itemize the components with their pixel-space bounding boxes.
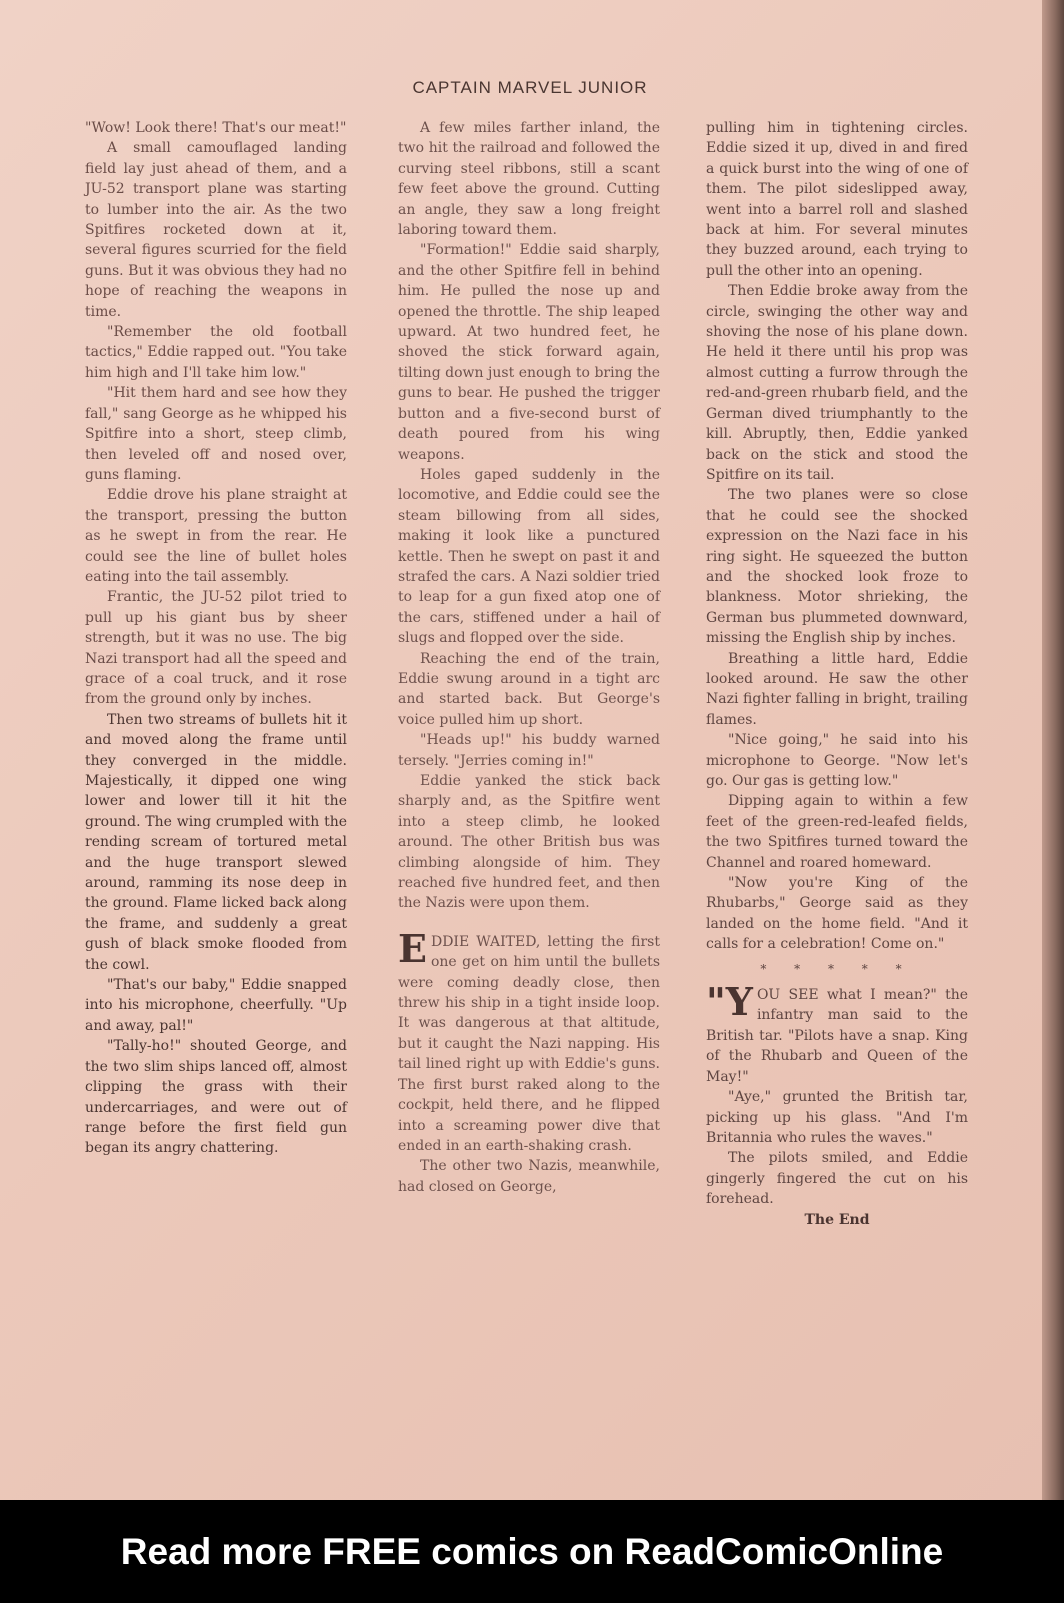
page-binding-edge [1042,0,1064,1500]
paragraph: Eddie yanked the stick back sharply and, as the Spitfire went into a steep climb, he looked around. The other British bus was climbing alongside of him. They reached five hundred feet, and then the Nazis were upon them. [398,773,660,912]
the-end: The End [804,1211,870,1228]
drop-cap: "Y [706,979,753,1025]
paragraph: "Heads up!" his buddy warned tersely. "Jerries coming in!" [398,732,660,769]
paragraph: "Remember the old football tactics," Eddie rapped out. "You take him high and I'll take him low." [85,324,347,381]
paragraph: Then two streams of bullets hit it and moved along the frame until they converged in the middle. Majestically, it dipped one wing lower and lower till it hit the ground. The wing crumpled with the rending scream of tortured metal and the huge transport slewed around, ramming its nose deep in the ground. Flame licked back along the frame, and suddenly a great gush of black smoke flooded from the cowl. [85,711,347,973]
paragraph: Reaching the end of the train, Eddie swung around in a tight arc and started back. But George's voice pulled him up short. [398,650,660,728]
dropcap-paragraph [706,979,968,1087]
paragraph: Dipping again to within a few feet of the green-red-leafed fields, the two Spitfires turned toward the Channel and roared homeward. [706,793,968,871]
paragraph: "Formation!" Eddie said sharply, and the other Spitfire fell in behind him. He pulled the nose up and opened the throttle. The ship leaped upward. At two hundred feet, he shoved the stick forward again, tilting down just enough to bring the guns to bear. He pushed the trigger button and a five-second burst of death poured from his wing weapons. [398,242,660,463]
paragraph: A few miles farther inland, the two hit the railroad and followed the curving steel ribbons, still a scant few feet above the ground. Cutting an angle, they saw a long freight laboring toward them. [398,120,660,239]
running-head: CAPTAIN MARVEL JUNIOR [412,78,648,97]
paragraph: "Now you're King of the Rhubarbs," George said as they landed on the home field. "And it calls for a celebration! Come on." [706,875,968,953]
dropcap-paragraph [398,925,660,1156]
paragraph: "That's our baby," Eddie snapped into his microphone, cheerfully. "Up and away, pal!" [85,977,347,1034]
column-1 [85,118,347,1159]
paragraph: "Hit them hard and see how they fall," sang George as he whipped his Spitfire into a short, steep climb, then leveled off and nosed over, guns flaming. [85,385,347,483]
paragraph: The two planes were so close that he could see the shocked expression on the Nazi face in his ring sight. He squeezed the button and the shocked look froze to blankness. Motor shrieking, the German bus plummeted downward, missing the English ship by inches. [706,487,968,647]
paragraph: "Nice going," he said into his microphone to George. "Now let's go. Our gas is getting low." [706,732,968,789]
column-2 [398,118,660,1197]
section-separator: * * * * * [760,961,914,976]
paragraph: Eddie drove his plane straight at the transport, pressing the button as he swept in from the rear. He could see the line of bullet holes eating into the tail assembly. [85,487,347,585]
paragraph: The pilots smiled, and Eddie gingerly fingered the cut on his forehead. [706,1150,968,1208]
paragraph: The other two Nazis, meanwhile, had closed on George, [398,1158,660,1195]
dropcap-paragraph-text: DDIE WAITED, letting the first one get on him until the bullets were coming deadly close, then threw his ship in a tight inside loop. It was dangerous at that altitude, but it caught the Nazi napping. His tail lined right up with Eddie's guns. The first burst raked along to the cockpit, held there, and he flipped into a screaming power dive that ended in an earth-shaking crash. [398,933,660,1154]
paragraph: Breathing a little hard, Eddie looked around. He saw the other Nazi fighter falling in bright, trailing flames. [706,650,968,728]
column-3 [706,118,968,1230]
paragraph: Frantic, the JU-52 pilot tried to pull up his giant bus by sheer strength, but it was no use. The big Nazi transport had all the speed and grace of a coal truck, and it rose from the ground only by inches. [85,589,347,708]
paragraph: "Wow! Look there! That's our meat!" [85,120,347,136]
paragraph: Then Eddie broke away from the circle, swinging the other way and shoving the nose of his plane down. He held it there until his prop was almost cutting a furrow through the red-and-green rhubarb field, and the German dived triumphantly to the kill. Abruptly, then, Eddie yanked back on the stick and stood the Spitfire on its tail. [706,283,968,483]
promo-banner-link[interactable]: Read more FREE comics on ReadComicOnline [0,1500,1064,1603]
paragraph: "Aye," grunted the British tar, picking up his glass. "And I'm Britannia who rules the waves." [706,1089,968,1146]
paragraph: Holes gaped suddenly in the locomotive, and Eddie could see the steam billowing from all sides, making it look like a punctured kettle. Then he swept on past it and strafed the cars. A Nazi soldier tried to leap for a gun fixed atop one of the cars, stiffened under a hail of slugs and flopped over the side. [398,466,660,647]
paragraph: "Tally-ho!" shouted George, and the two slim ships lanced off, almost clipping the grass with their undercarriages, and were out of range before the first field gun began its angry chattering. [85,1038,347,1157]
paragraph: pulling him in tightening circles. Eddie sized it up, dived in and fired a quick burst into the wing of one of them. The pilot sideslipped away, went into a barrel roll and slashed back at him. For several minutes they buzzed around, each trying to pull the other into an opening. [706,120,968,279]
paragraph: A small camouflaged landing field lay just ahead of them, and a JU-52 transport plane was starting to lumber into the air. As the two Spitfires rocketed down at it, several figures scurried for the field guns. But it was obvious they had no hope of reaching the weapons in time. [85,140,347,320]
drop-cap: E [398,925,427,971]
dropcap-paragraph-text: OU SEE what I mean?" the infantry man said to the British tar. "Pilots have a snap. King of the Rhubarb and Queen of the May!" [706,987,968,1085]
